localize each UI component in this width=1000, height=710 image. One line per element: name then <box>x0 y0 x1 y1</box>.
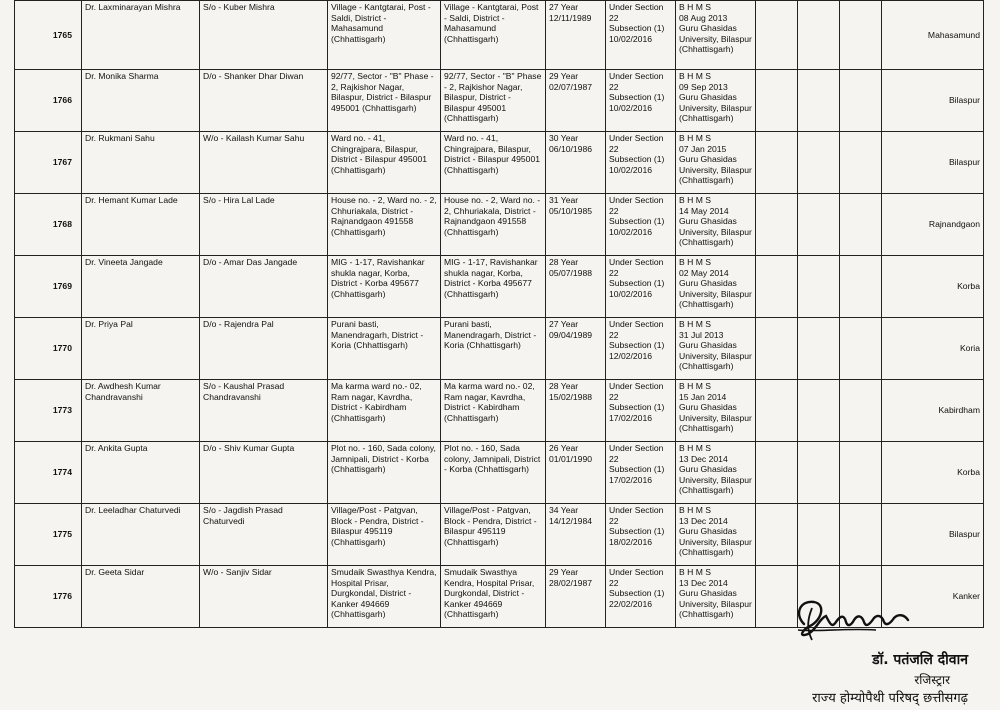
district: Kabirdham <box>882 380 984 442</box>
practitioner-name: Dr. Laxminarayan Mishra <box>82 1 200 70</box>
degree: B H M S <box>679 567 711 577</box>
subsection: Subsection (1) <box>609 278 665 289</box>
university: Guru Ghasidas University, Bilaspur (Chhattisgarh) <box>679 23 752 55</box>
age-dob-cell <box>546 1 606 70</box>
section: Under Section 22 <box>609 257 664 278</box>
degree-date: 09 Sep 2013 <box>679 81 728 92</box>
blank-cell <box>798 504 840 566</box>
date-of-birth: 09/04/1989 <box>549 329 593 340</box>
permanent-address: MIG - 1-17, Ravishankar shukla nagar, Korba, District - Korba 495677 (Chhattisgarh) <box>328 256 441 318</box>
degree: B H M S <box>679 2 711 12</box>
table-row <box>15 70 984 132</box>
blank-cell <box>840 318 882 380</box>
relation-name: D/o - Amar Das Jangade <box>200 256 328 318</box>
relation-name: S/o - Jagdish Prasad Chaturvedi <box>200 504 328 566</box>
degree-date: 13 Dec 2014 <box>679 453 728 464</box>
permanent-address: Plot no. - 160, Sada colony, Jamnipali, District - Korba (Chhattisgarh) <box>328 442 441 504</box>
qualification-cell <box>676 318 756 380</box>
age: 29 Year <box>549 71 579 81</box>
district: Bilaspur <box>882 132 984 194</box>
blank-cell <box>798 318 840 380</box>
date-of-birth: 01/01/1990 <box>549 453 593 464</box>
blank-cell <box>798 132 840 194</box>
age-dob-cell <box>546 256 606 318</box>
subsection: Subsection (1) <box>609 588 665 599</box>
university: Guru Ghasidas University, Bilaspur (Chhattisgarh) <box>679 154 752 186</box>
blank-cell <box>756 132 798 194</box>
serial-number: 1773 <box>15 380 82 442</box>
district: Bilaspur <box>882 504 984 566</box>
table-row <box>15 132 984 194</box>
registration-date: 18/02/2016 <box>609 536 653 547</box>
registration-section-cell <box>606 194 676 256</box>
date-of-birth: 06/10/1986 <box>549 143 593 154</box>
relation-name: S/o - Hira Lal Lade <box>200 194 328 256</box>
university: Guru Ghasidas University, Bilaspur (Chhattisgarh) <box>679 464 752 496</box>
age-dob-cell <box>546 70 606 132</box>
permanent-address: Village/Post - Patgvan, Block - Pendra, District - Bilaspur 495119 (Chhattisgarh) <box>328 504 441 566</box>
date-of-birth: 15/02/1988 <box>549 391 593 402</box>
serial-number: 1769 <box>15 256 82 318</box>
registration-section-cell <box>606 70 676 132</box>
degree: B H M S <box>679 257 711 267</box>
section: Under Section 22 <box>609 381 664 402</box>
degree: B H M S <box>679 443 711 453</box>
registration-date: 10/02/2016 <box>609 102 653 113</box>
blank-cell <box>756 380 798 442</box>
permanent-address: Purani basti, Manendragarh, District - Koria (Chhattisgarh) <box>328 318 441 380</box>
registration-section-cell <box>606 256 676 318</box>
degree-date: 14 May 2014 <box>679 205 729 216</box>
degree: B H M S <box>679 505 711 515</box>
registration-date: 10/02/2016 <box>609 164 653 175</box>
degree-date: 31 Jul 2013 <box>679 329 724 340</box>
serial-number: 1766 <box>15 70 82 132</box>
university: Guru Ghasidas University, Bilaspur (Chhattisgarh) <box>679 340 752 372</box>
table-row <box>15 504 984 566</box>
table-row <box>15 194 984 256</box>
blank-cell <box>756 70 798 132</box>
date-of-birth: 14/12/1984 <box>549 515 593 526</box>
age-dob-cell <box>546 194 606 256</box>
permanent-address: Ward no. - 41, Chingrajpara, Bilaspur, District - Bilaspur 495001 (Chhattisgarh) <box>328 132 441 194</box>
qualification-cell <box>676 70 756 132</box>
registration-date: 22/02/2016 <box>609 598 653 609</box>
correspondence-address: House no. - 2, Ward no. - 2, Chhuriakala, District - Rajnandgaon 491558 (Chhattisgarh) <box>441 194 546 256</box>
age-dob-cell <box>546 566 606 628</box>
section: Under Section 22 <box>609 195 664 216</box>
registration-date: 12/02/2016 <box>609 350 653 361</box>
section: Under Section 22 <box>609 567 664 588</box>
relation-name: S/o - Kuber Mishra <box>200 1 328 70</box>
district: Bilaspur <box>882 70 984 132</box>
age: 29 Year <box>549 567 579 577</box>
blank-cell <box>756 442 798 504</box>
subsection: Subsection (1) <box>609 402 665 413</box>
registration-section-cell <box>606 318 676 380</box>
subsection: Subsection (1) <box>609 526 665 537</box>
correspondence-address: Purani basti, Manendragarh, District - Koria (Chhattisgarh) <box>441 318 546 380</box>
registration-section-cell <box>606 504 676 566</box>
date-of-birth: 12/11/1989 <box>549 12 592 23</box>
serial-number: 1774 <box>15 442 82 504</box>
correspondence-address: MIG - 1-17, Ravishankar shukla nagar, Korba, District - Korba 495677 (Chhattisgarh) <box>441 256 546 318</box>
date-of-birth: 05/10/1985 <box>549 205 593 216</box>
blank-cell <box>798 194 840 256</box>
blank-cell <box>840 256 882 318</box>
university: Guru Ghasidas University, Bilaspur (Chhattisgarh) <box>679 526 752 558</box>
blank-cell <box>840 1 882 70</box>
table-row <box>15 318 984 380</box>
registration-date: 17/02/2016 <box>609 474 653 485</box>
correspondence-address: Smudaik Swasthya Kendra, Hospital Prisar, Durgkondal, District - Kanker 494669 (Chhattisgarh) <box>441 566 546 628</box>
district: Rajnandgaon <box>882 194 984 256</box>
relation-name: D/o - Shanker Dhar Diwan <box>200 70 328 132</box>
registration-section-cell <box>606 380 676 442</box>
blank-cell <box>840 194 882 256</box>
relation-name: D/o - Rajendra Pal <box>200 318 328 380</box>
age: 31 Year <box>549 195 579 205</box>
blank-cell <box>840 132 882 194</box>
degree: B H M S <box>679 71 711 81</box>
correspondence-address: Ma karma ward no.- 02, Ram nagar, Kavrdha, District - Kabirdham (Chhattisgarh) <box>441 380 546 442</box>
subsection: Subsection (1) <box>609 154 665 165</box>
practitioner-name: Dr. Ankita Gupta <box>82 442 200 504</box>
age: 34 Year <box>549 505 579 515</box>
blank-cell <box>756 318 798 380</box>
practitioner-name: Dr. Priya Pal <box>82 318 200 380</box>
degree: B H M S <box>679 319 711 329</box>
qualification-cell <box>676 1 756 70</box>
age: 28 Year <box>549 257 579 267</box>
age-dob-cell <box>546 442 606 504</box>
registration-date: 10/02/2016 <box>609 288 653 299</box>
registration-table <box>14 0 984 628</box>
degree: B H M S <box>679 195 711 205</box>
degree-date: 08 Aug 2013 <box>679 12 728 23</box>
section: Under Section 22 <box>609 71 664 92</box>
date-of-birth: 05/07/1988 <box>549 267 593 278</box>
practitioner-name: Dr. Awdhesh Kumar Chandravanshi <box>82 380 200 442</box>
university: Guru Ghasidas University, Bilaspur (Chhattisgarh) <box>679 402 752 434</box>
blank-cell <box>798 380 840 442</box>
district: Korba <box>882 442 984 504</box>
district: Korba <box>882 256 984 318</box>
registrar-designation: रजिस्ट्रार <box>914 673 950 687</box>
degree-date: 02 May 2014 <box>679 267 729 278</box>
council-name: राज्य होम्योपैथी परिषद् छत्तीसगढ़ <box>812 691 968 706</box>
practitioner-name: Dr. Geeta Sidar <box>82 566 200 628</box>
qualification-cell <box>676 442 756 504</box>
registration-date: 10/02/2016 <box>609 33 653 44</box>
qualification-cell <box>676 380 756 442</box>
qualification-cell <box>676 566 756 628</box>
practitioner-name: Dr. Hemant Kumar Lade <box>82 194 200 256</box>
blank-cell <box>756 194 798 256</box>
practitioner-name: Dr. Monika Sharma <box>82 70 200 132</box>
practitioner-name: Dr. Leeladhar Chaturvedi <box>82 504 200 566</box>
blank-cell <box>840 442 882 504</box>
correspondence-address: Ward no. - 41, Chingrajpara, Bilaspur, District - Bilaspur 495001 (Chhattisgarh) <box>441 132 546 194</box>
age-dob-cell <box>546 504 606 566</box>
degree-date: 13 Dec 2014 <box>679 577 728 588</box>
registration-date: 17/02/2016 <box>609 412 653 423</box>
district: Mahasamund <box>882 1 984 70</box>
university: Guru Ghasidas University, Bilaspur (Chhattisgarh) <box>679 92 752 124</box>
table-row <box>15 256 984 318</box>
qualification-cell <box>676 132 756 194</box>
age: 26 Year <box>549 443 579 453</box>
age: 27 Year <box>549 2 579 12</box>
permanent-address: House no. - 2, Ward no. - 2, Chhuriakala, District - Rajnandgaon 491558 (Chhattisgarh) <box>328 194 441 256</box>
age-dob-cell <box>546 380 606 442</box>
degree-date: 07 Jan 2015 <box>679 143 727 154</box>
blank-cell <box>840 504 882 566</box>
table-row <box>15 442 984 504</box>
date-of-birth: 02/07/1987 <box>549 81 593 92</box>
practitioner-name: Dr. Vineeta Jangade <box>82 256 200 318</box>
permanent-address: Ma karma ward no.- 02, Ram nagar, Kavrdha, District - Kabirdham (Chhattisgarh) <box>328 380 441 442</box>
district: Kanker <box>882 566 984 628</box>
serial-number: 1767 <box>15 132 82 194</box>
blank-cell <box>840 380 882 442</box>
district: Koria <box>882 318 984 380</box>
blank-cell <box>756 256 798 318</box>
correspondence-address: Village/Post - Patgvan, Block - Pendra, District - Bilaspur 495119 (Chhattisgarh) <box>441 504 546 566</box>
age: 28 Year <box>549 381 579 391</box>
registrar-name: डॉ. पतंजलि दीवान <box>872 652 968 668</box>
qualification-cell <box>676 194 756 256</box>
subsection: Subsection (1) <box>609 216 665 227</box>
table-row <box>15 380 984 442</box>
registration-section-cell <box>606 1 676 70</box>
university: Guru Ghasidas University, Bilaspur (Chhattisgarh) <box>679 278 752 310</box>
relation-name: D/o - Shiv Kumar Gupta <box>200 442 328 504</box>
blank-cell <box>798 1 840 70</box>
section: Under Section 22 <box>609 319 664 340</box>
university: Guru Ghasidas University, Bilaspur (Chhattisgarh) <box>679 588 752 620</box>
blank-cell <box>756 504 798 566</box>
age-dob-cell <box>546 132 606 194</box>
age: 30 Year <box>549 133 579 143</box>
correspondence-address: 92/77, Sector - "B" Phase - 2, Rajkishor Nagar, Bilaspur, District - Bilaspur 495001 (Chhattisgarh) <box>441 70 546 132</box>
degree-date: 13 Dec 2014 <box>679 515 728 526</box>
qualification-cell <box>676 504 756 566</box>
subsection: Subsection (1) <box>609 340 665 351</box>
serial-number: 1775 <box>15 504 82 566</box>
permanent-address: Smudaik Swasthya Kendra, Hospital Prisar, Durgkondal, District - Kanker 494669 (Chhattisgarh) <box>328 566 441 628</box>
section: Under Section 22 <box>609 505 664 526</box>
serial-number: 1765 <box>15 1 82 70</box>
correspondence-address: Village - Kantgtarai, Post - Saldi, District - Mahasamund (Chhattisgarh) <box>441 1 546 70</box>
date-of-birth: 28/02/1987 <box>549 577 593 588</box>
age-dob-cell <box>546 318 606 380</box>
blank-cell <box>798 70 840 132</box>
blank-cell <box>840 70 882 132</box>
registration-section-cell <box>606 442 676 504</box>
university: Guru Ghasidas University, Bilaspur (Chhattisgarh) <box>679 216 752 248</box>
serial-number: 1768 <box>15 194 82 256</box>
relation-name: W/o - Kailash Kumar Sahu <box>200 132 328 194</box>
practitioner-name: Dr. Rukmani Sahu <box>82 132 200 194</box>
subsection: Subsection (1) <box>609 92 665 103</box>
degree: B H M S <box>679 381 711 391</box>
registrar-signature <box>786 594 916 644</box>
relation-name: W/o - Sanjiv Sidar <box>200 566 328 628</box>
table-body <box>15 1 984 628</box>
age: 27 Year <box>549 319 579 329</box>
registration-section-cell <box>606 566 676 628</box>
section: Under Section 22 <box>609 133 664 154</box>
blank-cell <box>798 442 840 504</box>
degree-date: 15 Jan 2014 <box>679 391 727 402</box>
subsection: Subsection (1) <box>609 23 665 34</box>
permanent-address: Village - Kantgtarai, Post - Saldi, District - Mahasamund (Chhattisgarh) <box>328 1 441 70</box>
blank-cell <box>756 1 798 70</box>
serial-number: 1776 <box>15 566 82 628</box>
degree: B H M S <box>679 133 711 143</box>
correspondence-address: Plot no. - 160, Sada colony, Jamnipali, District - Korba (Chhattisgarh) <box>441 442 546 504</box>
relation-name: S/o - Kaushal Prasad Chandravanshi <box>200 380 328 442</box>
blank-cell <box>798 256 840 318</box>
subsection: Subsection (1) <box>609 464 665 475</box>
section: Under Section 22 <box>609 443 664 464</box>
permanent-address: 92/77, Sector - "B" Phase - 2, Rajkishor Nagar, Bilaspur, District - Bilaspur 495001 (Chhattisgarh) <box>328 70 441 132</box>
qualification-cell <box>676 256 756 318</box>
serial-number: 1770 <box>15 318 82 380</box>
registration-date: 10/02/2016 <box>609 226 653 237</box>
table-row <box>15 1 984 70</box>
registration-section-cell <box>606 132 676 194</box>
section: Under Section 22 <box>609 2 664 23</box>
